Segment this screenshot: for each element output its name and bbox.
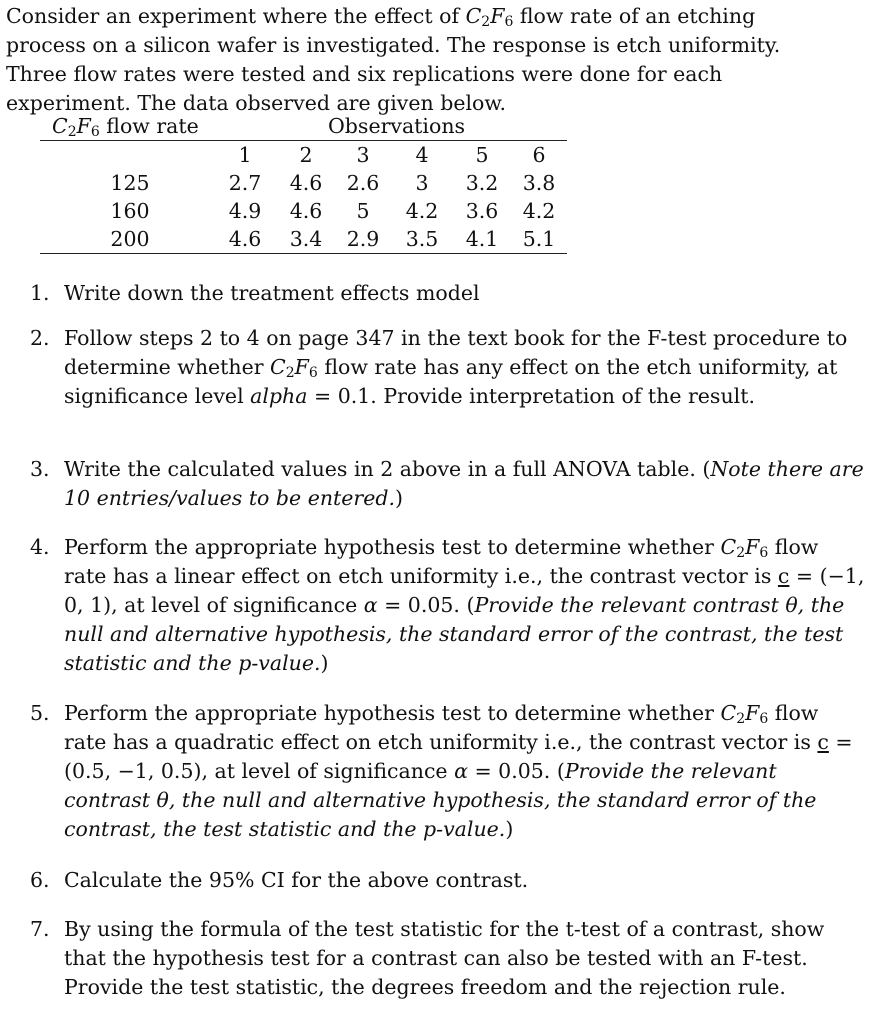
- contrast-vector-symbol: c: [777, 564, 790, 588]
- intro-paragraph: Consider an experiment where the effect of $C_2F_6$ flow rate of an etching process on a silicon wafer is investigated. The response is etch uniformity. Three flow rates were tested and six replications were done for each experiment. The data observed are given below.: [6, 4, 781, 115]
- table-row: [40, 197, 567, 225]
- flow-rate-value: 160: [110, 199, 150, 223]
- observation-value: 4.6: [289, 199, 323, 223]
- flow-rate-header: $C_2F_6$ flow rate: [52, 114, 199, 140]
- question-7: 7. By using the formula of the test statistic for the t-test of a contrast, show that the hypothesis test for a contrast can also be tested with an F-test. Provide the test statistic, the degrees freedom and the rejection rule.: [30, 917, 825, 999]
- flow-rate-value: 125: [110, 171, 150, 195]
- c2f6-formula: $C_2F_6$: [270, 355, 318, 381]
- c2f6-formula: $C_2F_6$: [720, 535, 769, 561]
- obs-number: 6: [532, 143, 546, 167]
- obs-number: 1: [238, 143, 252, 167]
- observation-value: 3.2: [465, 171, 499, 195]
- observation-value: 3: [415, 171, 429, 195]
- question-list: [30, 279, 866, 1002]
- observation-value: 4.2: [522, 199, 556, 223]
- observation-value: 3.5: [405, 227, 439, 251]
- obs-number: 3: [356, 143, 370, 167]
- observation-value: 2.6: [346, 171, 380, 195]
- data-table: [40, 112, 567, 254]
- problem-intro: [6, 2, 836, 118]
- question-2: 2. Follow steps 2 to 4 on page 347 in the text book for the F-test procedure to determine whether $C_2F_6$ flow rate has any effect on the etch uniformity, at significance level alpha = 0.1. Provide interpretation of the result.: [30, 326, 848, 408]
- c2f6-formula: $C_2F_6$: [720, 701, 769, 727]
- question-6: 6. Calculate the 95% CI for the above contrast.: [30, 868, 529, 892]
- observation-value: 4.6: [228, 227, 262, 251]
- question-1: 1. Write down the treatment effects model: [30, 281, 480, 305]
- observation-value: 2.7: [228, 171, 262, 195]
- question-3: 3. Write the calculated values in 2 above in a full ANOVA table. (Note there are 10 entries/values to be entered.): [30, 457, 864, 510]
- obs-number-row: [40, 141, 567, 169]
- observation-value: 2.9: [346, 227, 380, 251]
- contrast-vector-symbol: c: [817, 730, 829, 754]
- observation-value: 5.1: [522, 227, 556, 251]
- observation-value: 4.1: [465, 227, 499, 251]
- observation-value: 5: [356, 199, 370, 223]
- obs-number: 5: [475, 143, 489, 167]
- question-4: 4. Perform the appropriate hypothesis test to determine whether $C_2F_6$ flow rate has a linear effect on etch uniformity i.e., the contrast vector is c = (−1, 0, 1), at level of significance α = 0.05. (Provide the relevant contrast θ, the null and alternative hypothesis, the standard error of the contrast, the test statistic and the p-value.): [30, 535, 865, 675]
- observation-value: 4.6: [289, 171, 323, 195]
- observation-value: 4.9: [228, 199, 262, 223]
- observation-value: 3.4: [289, 227, 323, 251]
- table-header: [40, 112, 567, 140]
- observation-value: 3.6: [465, 199, 499, 223]
- c2f6-formula: $C_2F_6$: [465, 4, 514, 30]
- table-row: [40, 169, 567, 197]
- observations-header: Observations: [328, 114, 466, 138]
- question-5: 5. Perform the appropriate hypothesis test to determine whether $C_2F_6$ flow rate has a quadratic effect on etch uniformity i.e., the contrast vector is c = (0.5, −1, 0.5), at level of significance α = 0.05. (Provide the relevant contrast θ, the null and alternative hypothesis, the standard error of the contrast, the test statistic and the p-value.): [30, 701, 853, 841]
- observation-value: 4.2: [405, 199, 439, 223]
- table-row: [40, 225, 567, 253]
- observation-value: 3.8: [522, 171, 556, 195]
- flow-rate-value: 200: [110, 227, 150, 251]
- c2f6-formula: $C_2F_6$: [52, 114, 100, 140]
- obs-number: 4: [415, 143, 429, 167]
- obs-number: 2: [299, 143, 313, 167]
